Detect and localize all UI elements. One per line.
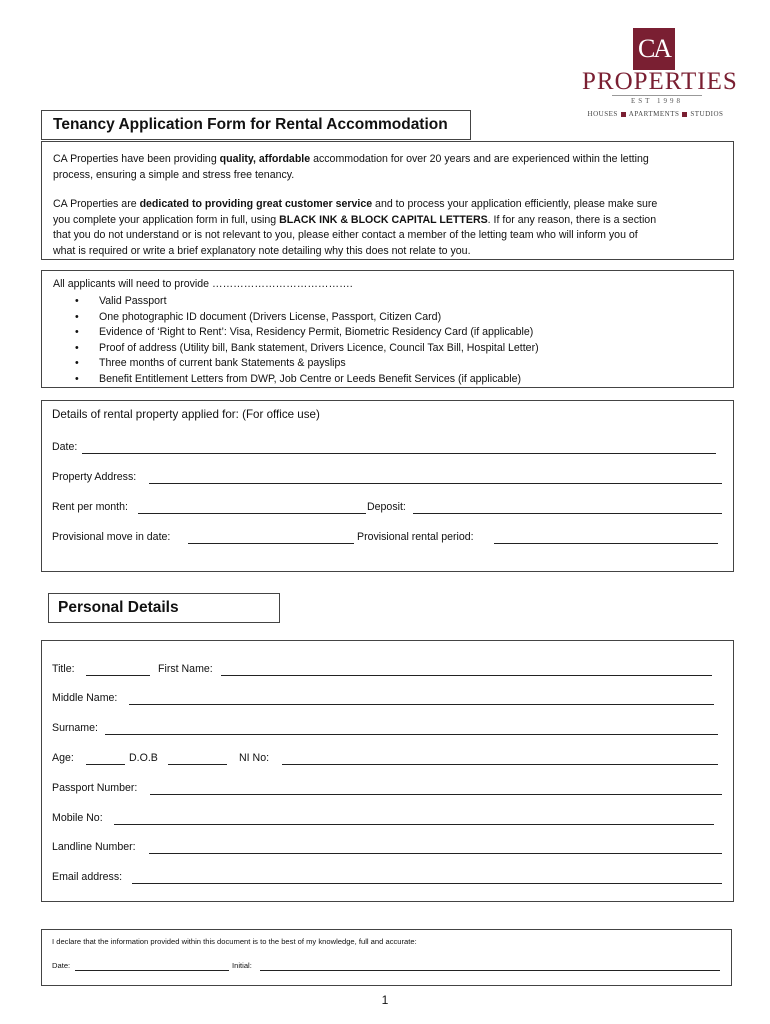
- title-field[interactable]: [86, 675, 150, 676]
- intro-paragraph-2: [53, 197, 657, 259]
- intro-text: and to process your application efficiently, please make sure: [372, 198, 658, 210]
- email-address-label: Email address:: [52, 871, 123, 883]
- dob-field[interactable]: [168, 764, 227, 765]
- middle-name-label: Middle Name:: [52, 692, 118, 704]
- deposit-label: Deposit:: [367, 501, 406, 513]
- age-label: Age:: [52, 752, 74, 764]
- list-item: • Benefit Entitlement Letters from DWP, Job Centre or Leeds Benefit Services (if applicable): [42, 372, 539, 388]
- passport-number-label: Passport Number:: [52, 782, 138, 794]
- intro-text: CA Properties have been providing: [53, 153, 220, 165]
- passport-number-field[interactable]: [150, 794, 722, 795]
- landline-number-field[interactable]: [149, 853, 722, 854]
- intro-emphasis: BLACK INK & BLOCK CAPITAL LETTERS: [279, 213, 488, 226]
- middle-name-field[interactable]: [129, 704, 714, 705]
- list-item: • Evidence of ‘Right to Rent’: Visa, Residency Permit, Biometric Residency Card (if applicable): [42, 325, 539, 341]
- first-name-label: First Name:: [158, 663, 213, 675]
- rental-heading: Details of rental property applied for: (For office use): [52, 408, 320, 421]
- intro-text: process, ensuring a simple and stress free tenancy.: [53, 168, 295, 181]
- requirements-heading: All applicants will need to provide ………………………………….: [53, 278, 353, 290]
- ni-number-label: NI No:: [239, 752, 270, 764]
- declaration-date-label: Date:: [52, 961, 71, 970]
- requirements-list: [42, 294, 539, 387]
- square-icon: [621, 112, 626, 117]
- declaration-date-field[interactable]: [75, 970, 229, 971]
- mobile-number-field[interactable]: [114, 824, 714, 825]
- rent-per-month-label: Rent per month:: [52, 501, 128, 513]
- rent-per-month-field[interactable]: [138, 513, 366, 514]
- square-icon: [682, 112, 687, 117]
- intro-text: you complete your application form in full, using: [53, 213, 280, 226]
- logo-est: EST 1998: [612, 95, 702, 105]
- intro-text: that you do not understand or is not relevant to you, please either contact a member of the letting team who will inform you of: [53, 229, 638, 241]
- property-address-label: Property Address:: [52, 471, 137, 483]
- rental-period-field[interactable]: [494, 543, 718, 544]
- landline-number-label: Landline Number:: [52, 841, 136, 853]
- deposit-field[interactable]: [413, 513, 722, 514]
- list-item: • Valid Passport: [42, 294, 539, 310]
- intro-emphasis: quality, affordable: [219, 153, 311, 165]
- personal-details-heading: Personal Details: [58, 599, 179, 616]
- email-address-field[interactable]: [132, 883, 722, 884]
- rental-period-label: Provisional rental period:: [357, 531, 474, 543]
- rental-date-field[interactable]: [82, 453, 716, 454]
- intro-text: accommodation for over 20 years and are experienced within the letting: [310, 153, 649, 165]
- requirements-box: [41, 270, 734, 388]
- intro-text: . If for any reason, there is a section: [487, 213, 657, 226]
- logo-mark: CA: [633, 28, 675, 70]
- surname-label: Surname:: [52, 722, 98, 734]
- declaration-initial-label: Initial:: [232, 961, 252, 970]
- property-address-field[interactable]: [149, 483, 722, 484]
- first-name-field[interactable]: [221, 675, 712, 676]
- personal-details-heading-box: [48, 593, 280, 623]
- rental-date-label: Date:: [52, 441, 78, 453]
- rental-details-box: [41, 400, 734, 572]
- intro-text: CA Properties are: [53, 198, 140, 210]
- logo-tag-studios: STUDIOS: [690, 110, 724, 118]
- declaration-text: I declare that the information provided within this document is to the best of my knowledge, full and accurate:: [52, 937, 417, 946]
- mobile-number-label: Mobile No:: [52, 812, 103, 824]
- ni-number-field[interactable]: [282, 764, 718, 765]
- page-number: 1: [381, 993, 389, 1007]
- personal-details-box: [41, 640, 734, 902]
- intro-text: what is required or write a brief explanatory note detailing why this does not relate to you.: [53, 244, 471, 257]
- intro-paragraph-1: [53, 152, 649, 183]
- logo-tag-apartments: APARTMENTS: [628, 110, 680, 118]
- declaration-box: [41, 929, 732, 986]
- move-in-date-field[interactable]: [188, 543, 354, 544]
- logo-name: PROPERTIES: [582, 68, 738, 95]
- intro-emphasis: dedicated to providing great customer service: [139, 198, 373, 210]
- logo-tagline: [578, 110, 733, 118]
- list-item: • Three months of current bank Statements & payslips: [42, 356, 539, 372]
- list-item: • Proof of address (Utility bill, Bank statement, Drivers Licence, Council Tax Bill, Hospital Letter): [42, 341, 539, 357]
- logo-tag-houses: HOUSES: [587, 110, 618, 118]
- move-in-date-label: Provisional move in date:: [52, 531, 171, 543]
- declaration-initial-field[interactable]: [260, 970, 720, 971]
- form-title-box: [41, 110, 471, 140]
- age-field[interactable]: [86, 764, 125, 765]
- surname-field[interactable]: [105, 734, 718, 735]
- list-item: • One photographic ID document (Drivers License, Passport, Citizen Card): [42, 310, 539, 326]
- dob-label: D.O.B: [129, 752, 158, 764]
- title-label: Title:: [52, 663, 75, 675]
- form-title: Tenancy Application Form for Rental Accommodation: [53, 116, 448, 133]
- intro-box: [41, 141, 734, 260]
